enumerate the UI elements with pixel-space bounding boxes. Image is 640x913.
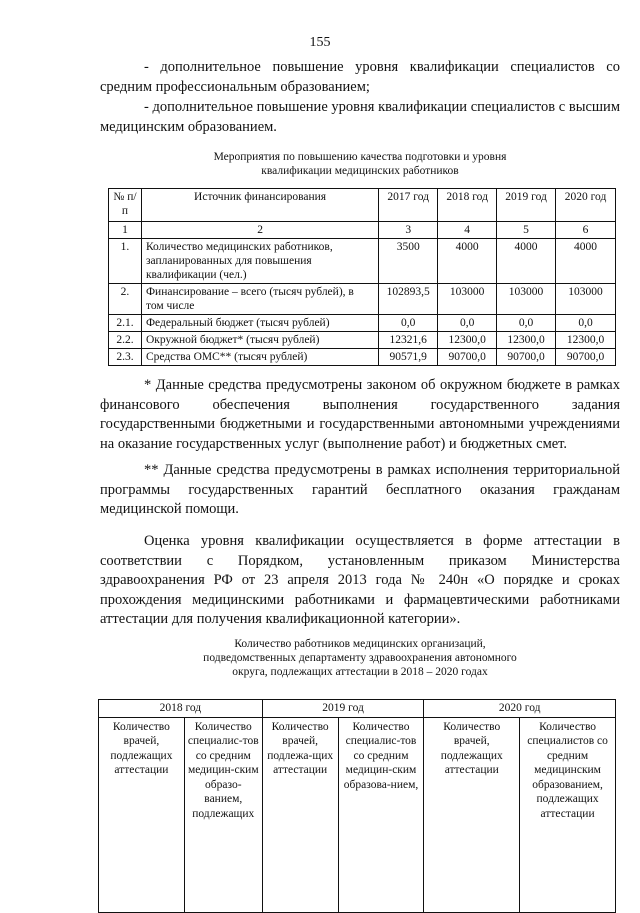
intro-line-2: - дополнительное повышение уровня квалификации специалистов с высшим медицинским образованием.	[100, 99, 620, 135]
attestation-table	[98, 699, 616, 913]
row-name: Окружной бюджет* (тысяч рублей)	[141, 332, 378, 349]
header-2019: 2019 год	[497, 189, 556, 222]
table-row	[109, 315, 616, 332]
col-number: 4	[438, 222, 497, 239]
table1-caption: Мероприятия по повышению качества подготовки и уровня квалификации медицинских работников	[213, 151, 507, 177]
row-num: 2.3.	[109, 349, 142, 366]
row-value: 12300,0	[556, 332, 616, 349]
header-specialists-2018: Количество специалис-тов со средним медицин-ским образо-ванием, подлежащих	[184, 717, 262, 912]
row-value: 90571,9	[379, 349, 438, 366]
header-num: № п/п	[109, 189, 142, 222]
table2-caption-line: подведомственных департаменту здравоохранения автономного	[203, 652, 517, 664]
column-header-row	[99, 717, 616, 912]
row-num: 2.1.	[109, 315, 142, 332]
col-number: 6	[556, 222, 616, 239]
header-doctors-2019: Количество врачей, подлежа-щих аттестации	[262, 717, 338, 912]
row-num: 1.	[109, 239, 142, 284]
table-row	[109, 349, 616, 366]
row-value: 90700,0	[556, 349, 616, 366]
row-name: Количество медицинских работников, запланированных для повышения квалификации (чел.)	[141, 239, 378, 284]
row-value: 0,0	[556, 315, 616, 332]
table-row	[109, 284, 616, 315]
row-value: 103000	[556, 284, 616, 315]
col-number: 5	[497, 222, 556, 239]
col-number: 2	[141, 222, 378, 239]
table2-caption-line: округа, подлежащих аттестации в 2018 – 2020 годах	[232, 666, 488, 678]
year-header-row	[99, 700, 616, 718]
row-value: 12300,0	[438, 332, 497, 349]
col-number: 3	[379, 222, 438, 239]
year-2020: 2020 год	[424, 700, 616, 718]
row-value: 103000	[497, 284, 556, 315]
header-2017: 2017 год	[379, 189, 438, 222]
header-2018: 2018 год	[438, 189, 497, 222]
row-value: 90700,0	[497, 349, 556, 366]
row-num: 2.	[109, 284, 142, 315]
row-value: 102893,5	[379, 284, 438, 315]
table-numbering-row	[109, 222, 616, 239]
row-value: 0,0	[497, 315, 556, 332]
col-number: 1	[109, 222, 142, 239]
footnote-1: * Данные средства предусмотрены законом об окружном бюджете в рамках финансового обеспечения выполнения государственного задания государственными бюджетными и государственными автономными учреждениями на оказание государственных услуг (выполнение работ) и бюджетных смет.	[100, 377, 620, 452]
row-value: 0,0	[379, 315, 438, 332]
row-value: 103000	[438, 284, 497, 315]
row-value: 90700,0	[438, 349, 497, 366]
footnote-2: ** Данные средства предусмотрены в рамках исполнения территориальной программы государственных гарантий бесплатного оказания гражданам медицинской помощи.	[100, 462, 620, 517]
row-value: 12300,0	[497, 332, 556, 349]
row-name: Финансирование – всего (тысяч рублей), в том числе	[141, 284, 378, 315]
row-name: Федеральный бюджет (тысяч рублей)	[141, 315, 378, 332]
row-value: 4000	[497, 239, 556, 284]
page-number: 155	[309, 35, 331, 50]
table2-caption-line: Количество работников медицинских организаций,	[234, 638, 486, 650]
header-specialists-2020: Количество специалистов со средним медицинским образованием, подлежащих аттестации	[520, 717, 616, 912]
table-header-row	[109, 189, 616, 222]
header-source: Источник финансирования	[141, 189, 378, 222]
row-value: 12321,6	[379, 332, 438, 349]
row-value: 4000	[556, 239, 616, 284]
year-2018: 2018 год	[99, 700, 263, 718]
table-row	[109, 239, 616, 284]
header-doctors-2020: Количество врачей, подлежащих аттестации	[424, 717, 520, 912]
table-row	[109, 332, 616, 349]
intro-line-1: - дополнительное повышение уровня квалификации специалистов со средним профессиональным образованием;	[100, 59, 620, 95]
assessment-paragraph: Оценка уровня квалификации осуществляется в форме аттестации в соответствии с Порядком, установленным приказом Министерства здравоохранения РФ от 23 апреля 2013 года № 240н «О порядке и сроках прохождения медицинскими работниками и фармацевтическими работниками аттестации для получения квалификационной категории».	[100, 533, 620, 627]
row-value: 4000	[438, 239, 497, 284]
financing-table	[108, 188, 616, 366]
table2-caption	[100, 637, 620, 679]
row-name: Средства ОМС** (тысяч рублей)	[141, 349, 378, 366]
header-2020: 2020 год	[556, 189, 616, 222]
header-doctors-2018: Количество врачей, подлежащих аттестации	[99, 717, 185, 912]
header-specialists-2019: Количество специалис-тов со средним медицин-ским образова-нием,	[338, 717, 424, 912]
row-value: 0,0	[438, 315, 497, 332]
year-2019: 2019 год	[262, 700, 424, 718]
row-value: 3500	[379, 239, 438, 284]
row-num: 2.2.	[109, 332, 142, 349]
